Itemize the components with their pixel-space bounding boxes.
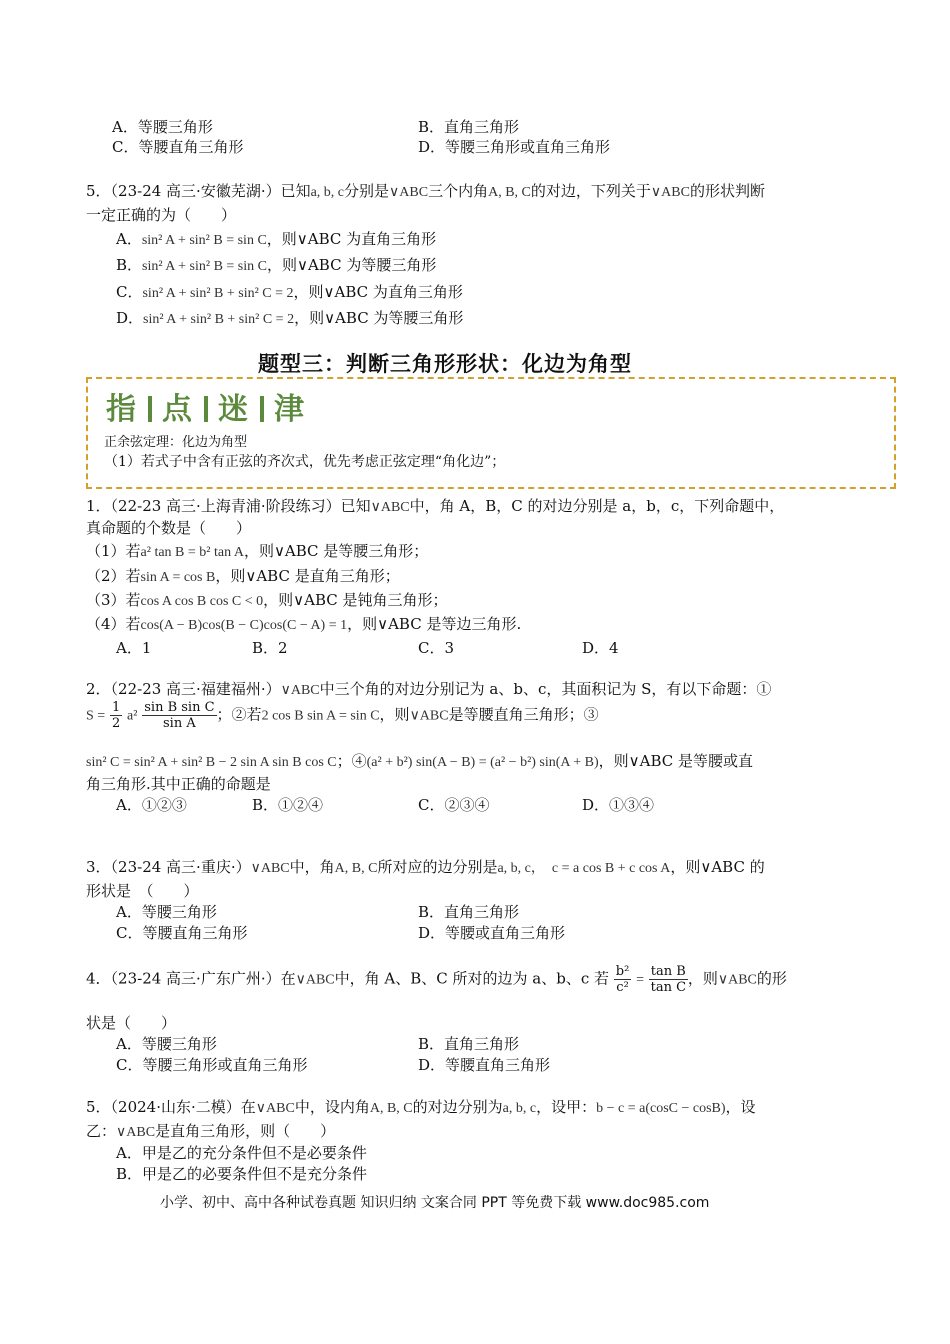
question-3-option-a: A．等腰三角形 bbox=[116, 903, 217, 921]
question-3-option-d: D．等腰或直角三角形 bbox=[418, 924, 566, 942]
footer-text: 小学、初中、高中各种试卷真题 知识归纳 文案合同 PPT 等免费下载 www.doc985.com bbox=[160, 1195, 710, 1211]
option-c: C．等腰直角三角形 bbox=[112, 138, 244, 156]
question-1-line1: 1．（22-23 高三·上海青浦·阶段练习）已知∨ABC中，角 A，B，C 的对边分别是 a，b，c，下列命题中， bbox=[86, 497, 785, 515]
question-4-option-c: C．等腰三角形或直角三角形 bbox=[116, 1056, 308, 1074]
option-b: B．直角三角形 bbox=[418, 118, 520, 136]
question-1-line2: 真命题的个数是（ ） bbox=[86, 519, 252, 537]
option-d: D．等腰三角形或直角三角形 bbox=[418, 138, 611, 156]
section-title: 题型三：判断三角形形状：化边为角型 bbox=[258, 352, 632, 376]
question-3-line1: 3．（23-24 高三·重庆·）∨ABC中，角A, B, C所对应的边分别是a, b, c， c = a cos B + c cos A，则∨ABC 的 bbox=[86, 858, 765, 876]
question-2-line1: 2．（22-23 高三·福建福州·）∨ABC中三个角的对边分别记为 a、b、c，其面积记为 S，有以下命题：① bbox=[86, 680, 772, 698]
question-2-option-c: C．②③④ bbox=[418, 796, 490, 814]
question-3-option-b: B．直角三角形 bbox=[418, 903, 520, 921]
question-1-prop-2: （2）若sin A = cos B，则∨ABC 是直角三角形； bbox=[86, 567, 400, 585]
question-5a-option-a: A．sin² A + sin² B = sin C，则∨ABC 为直角三角形 bbox=[116, 230, 437, 248]
question-2-line3: sin² C = sin² A + sin² B − 2 sin A sin B cos C；④(a² + b²) sin(A − B) = (a² − b²) sin(A + B)，则∨ABC 是等腰或直 bbox=[86, 752, 754, 770]
question-1-option-b: B．2 bbox=[252, 639, 288, 657]
question-5a-line1: 5．（23-24 高三·安徽芜湖·）已知a, b, c分别是∨ABC三个内角A, B, C的对边，下列关于∨ABC的形状判断 bbox=[86, 182, 765, 200]
question-1-prop-4: （4）若cos(A − B)cos(B − C)cos(C − A) = 1，则∨ABC 是等边三角形. bbox=[86, 615, 522, 633]
question-5a-line2: 一定正确的为（ ） bbox=[86, 206, 237, 224]
question-4-line2: 状是（ ） bbox=[86, 1014, 177, 1032]
question-4-line1: 4．（23-24 高三·广东广州·）在∨ABC中，角 A、B、C 所对的边为 a、b、c 若 $\frac{\text{b²}}{\text{c²}}$ = $\frac{\text{tan B}}{\text{tan C}}$ ，则∨ABC的形 bbox=[86, 964, 787, 995]
rule-text: （1）若式子中含有正弦的齐次式，优先考虑正弦定理“角化边”； bbox=[104, 454, 506, 470]
question-4-option-d: D．等腰直角三角形 bbox=[418, 1056, 551, 1074]
question-4-option-b: B．直角三角形 bbox=[418, 1035, 520, 1053]
question-1-option-c: C．3 bbox=[418, 639, 455, 657]
question-5b-option-a: A．甲是乙的充分条件但不是必要条件 bbox=[116, 1144, 367, 1162]
question-5a-option-d: D．sin² A + sin² B + sin² C = 2，则∨ABC 为等腰三角形 bbox=[116, 309, 464, 327]
question-1-option-a: A．1 bbox=[116, 639, 152, 657]
question-2-option-d: D．①③④ bbox=[582, 796, 655, 814]
rule-title: 正余弦定理：化边为角型 bbox=[104, 435, 248, 450]
question-1-prop-3: （3）若cos A cos B cos C < 0，则∨ABC 是钝角三角形； bbox=[86, 591, 448, 609]
question-3-option-c: C．等腰直角三角形 bbox=[116, 924, 248, 942]
question-3-line2: 形状是 （ ） bbox=[86, 882, 199, 900]
tips-banner: 指 点 迷 津 bbox=[106, 392, 306, 427]
question-1-prop-1: （1）若a² tan B = b² tan A，则∨ABC 是等腰三角形； bbox=[86, 542, 429, 560]
question-2-line2: S = $\frac{1}{2}$ a² $\frac{\text{sin B sin C}}{\text{sin A}}$ ；②若2 cos B sin A = sin C，则∨ABC是等腰直角三角形；③ bbox=[86, 700, 599, 731]
question-5a-option-b: B．sin² A + sin² B = sin C，则∨ABC 为等腰三角形 bbox=[116, 256, 437, 274]
question-5a-option-c: C．sin² A + sin² B + sin² C = 2，则∨ABC 为直角三角形 bbox=[116, 283, 463, 301]
question-4-option-a: A．等腰三角形 bbox=[116, 1035, 217, 1053]
question-2-option-a: A．①②③ bbox=[116, 796, 187, 814]
question-5b-line1: 5．（2024·山东·二模）在∨ABC中，设内角A, B, C的对边分别为a, b, c，设甲：b − c = a(cosC − cosB)，设 bbox=[86, 1098, 756, 1116]
question-5b-option-b: B．甲是乙的必要条件但不是充分条件 bbox=[116, 1165, 368, 1183]
option-a: A．等腰三角形 bbox=[112, 118, 213, 136]
question-2-line4: 角三角形.其中正确的命题是 bbox=[86, 775, 271, 793]
question-5b-line2: 乙：∨ABC是直角三角形，则（ ） bbox=[86, 1122, 336, 1140]
question-1-option-d: D．4 bbox=[582, 639, 619, 657]
question-2-option-b: B．①②④ bbox=[252, 796, 324, 814]
